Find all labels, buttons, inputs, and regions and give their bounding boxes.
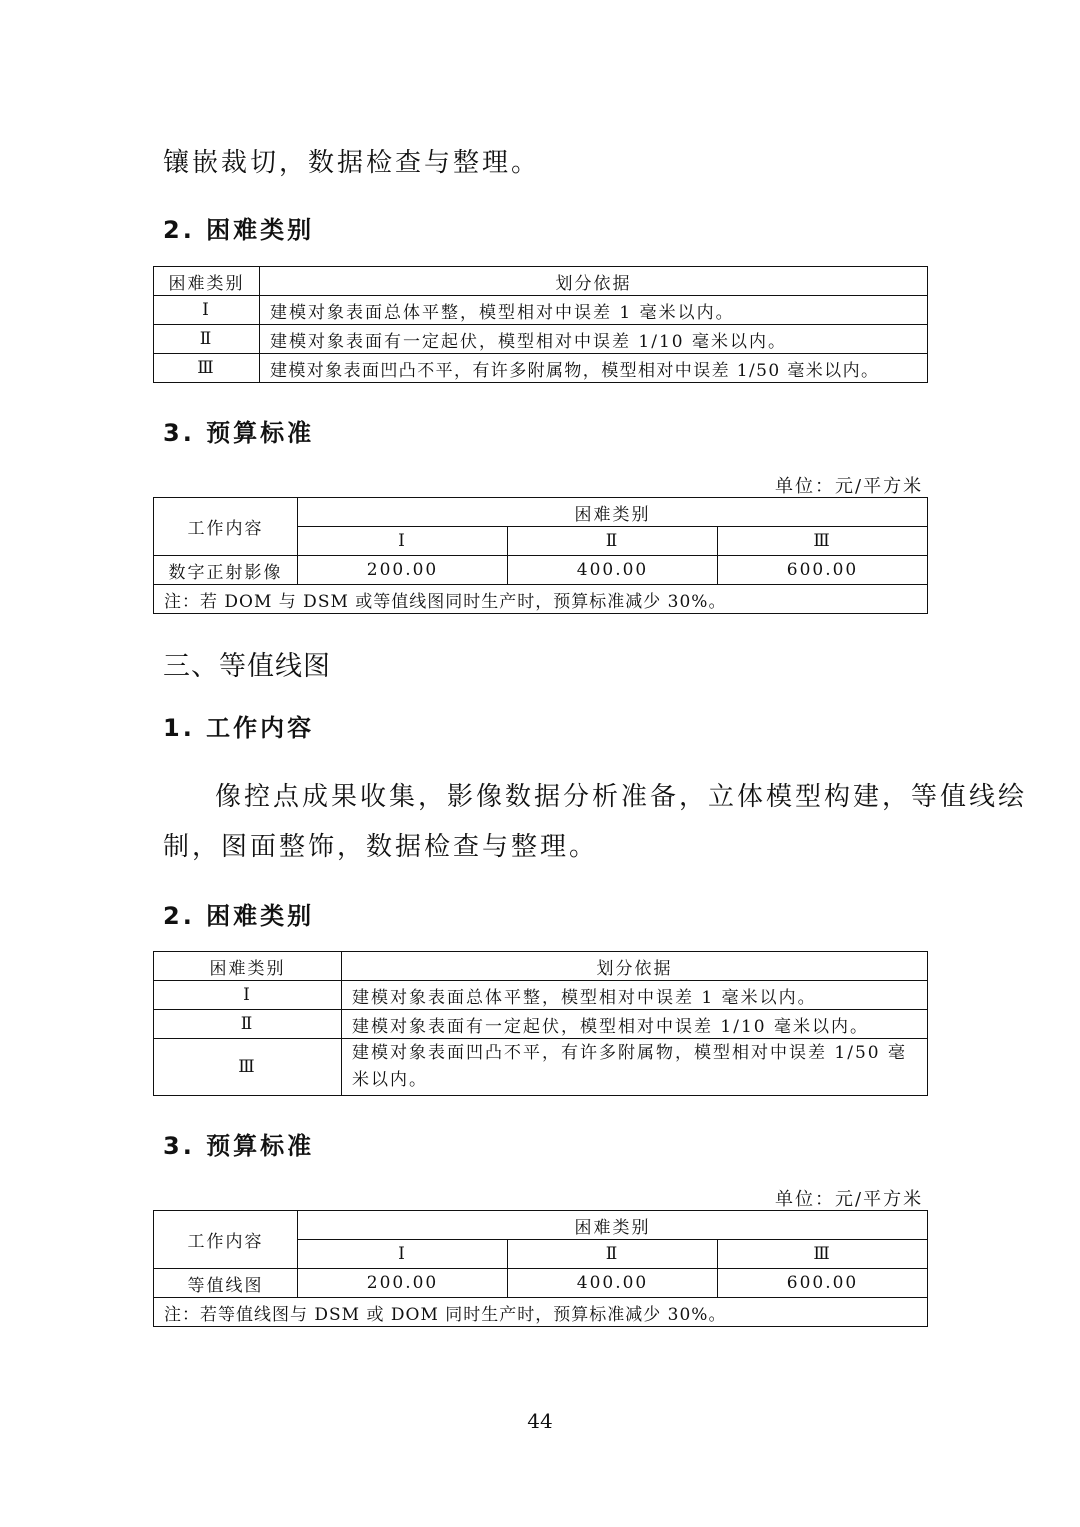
difficulty-criteria: 建模对象表面凹凸不平，有许多附属物，模型相对中误差 1/50 毫米以内。	[342, 1039, 928, 1096]
difficulty-criteria: 建模对象表面总体平整，模型相对中误差 1 毫米以内。	[260, 296, 928, 325]
table-header-row	[154, 952, 928, 981]
row-label: 等值线图	[154, 1269, 298, 1298]
price-cell: 400.00	[508, 556, 718, 585]
work-paragraph-line1: 像控点成果收集，影像数据分析准备，立体模型构建，等值线绘	[215, 782, 1028, 812]
difficulty-table	[153, 951, 928, 1096]
difficulty-group-header: 困难类别	[298, 1211, 928, 1240]
difficulty-criteria: 建模对象表面有一定起伏，模型相对中误差 1/10 毫米以内。	[342, 1010, 928, 1039]
difficulty-criteria: 建模对象表面凹凸不平，有许多附属物，模型相对中误差 1/50 毫米以内。	[260, 354, 928, 383]
table-row	[154, 556, 928, 585]
difficulty-level: Ⅰ	[154, 981, 342, 1010]
price-cell: 200.00	[298, 556, 508, 585]
table-row	[154, 1269, 928, 1298]
difficulty-level: Ⅲ	[154, 1039, 342, 1096]
header-cell: 困难类别	[154, 952, 342, 981]
difficulty-level: Ⅲ	[154, 354, 260, 383]
section-heading-budget: 3. 预算标准	[163, 419, 315, 447]
table-header-row	[154, 267, 928, 296]
section-heading-work-content: 1. 工作内容	[163, 714, 315, 742]
header-cell: 划分依据	[260, 267, 928, 296]
header-cell: 划分依据	[342, 952, 928, 981]
table-row	[154, 325, 928, 354]
page-number: 44	[527, 1409, 553, 1433]
level-header: Ⅲ	[718, 1240, 928, 1269]
chapter-title: 三、等值线图	[163, 651, 331, 682]
level-header: Ⅱ	[508, 1240, 718, 1269]
section-heading-difficulty: 2. 困难类别	[163, 902, 315, 930]
difficulty-criteria: 建模对象表面有一定起伏，模型相对中误差 1/10 毫米以内。	[260, 325, 928, 354]
difficulty-level: Ⅱ	[154, 325, 260, 354]
price-cell: 200.00	[298, 1269, 508, 1298]
section-heading-difficulty: 2. 困难类别	[163, 216, 315, 244]
level-header: Ⅰ	[298, 1240, 508, 1269]
table-row	[154, 296, 928, 325]
table-row	[154, 981, 928, 1010]
unit-label: 单位：元/平方米	[775, 1189, 924, 1210]
table-note: 注：若等值线图与 DSM 或 DOM 同时生产时，预算标准减少 30%。	[154, 1298, 928, 1327]
level-header: Ⅱ	[508, 527, 718, 556]
level-header: Ⅲ	[718, 527, 928, 556]
difficulty-level: Ⅰ	[154, 296, 260, 325]
difficulty-criteria: 建模对象表面总体平整，模型相对中误差 1 毫米以内。	[342, 981, 928, 1010]
level-header: Ⅰ	[298, 527, 508, 556]
table-note: 注：若 DOM 与 DSM 或等值线图同时生产时，预算标准减少 30%。	[154, 585, 928, 614]
table-row	[154, 1010, 928, 1039]
work-content-header: 工作内容	[154, 1211, 298, 1269]
budget-table	[153, 497, 928, 614]
difficulty-group-header: 困难类别	[298, 498, 928, 527]
difficulty-level: Ⅱ	[154, 1010, 342, 1039]
budget-table	[153, 1210, 928, 1327]
intro-paragraph: 镶嵌裁切，数据检查与整理。	[163, 148, 541, 178]
price-cell: 600.00	[718, 1269, 928, 1298]
section-heading-budget: 3. 预算标准	[163, 1132, 315, 1160]
header-cell: 困难类别	[154, 267, 260, 296]
unit-label: 单位：元/平方米	[775, 476, 924, 497]
row-label: 数字正射影像	[154, 556, 298, 585]
work-content-header: 工作内容	[154, 498, 298, 556]
table-row	[154, 1039, 928, 1096]
price-cell: 400.00	[508, 1269, 718, 1298]
difficulty-table	[153, 266, 928, 383]
table-row	[154, 354, 928, 383]
work-paragraph-line2: 制，图面整饰，数据检查与整理。	[163, 832, 599, 862]
price-cell: 600.00	[718, 556, 928, 585]
